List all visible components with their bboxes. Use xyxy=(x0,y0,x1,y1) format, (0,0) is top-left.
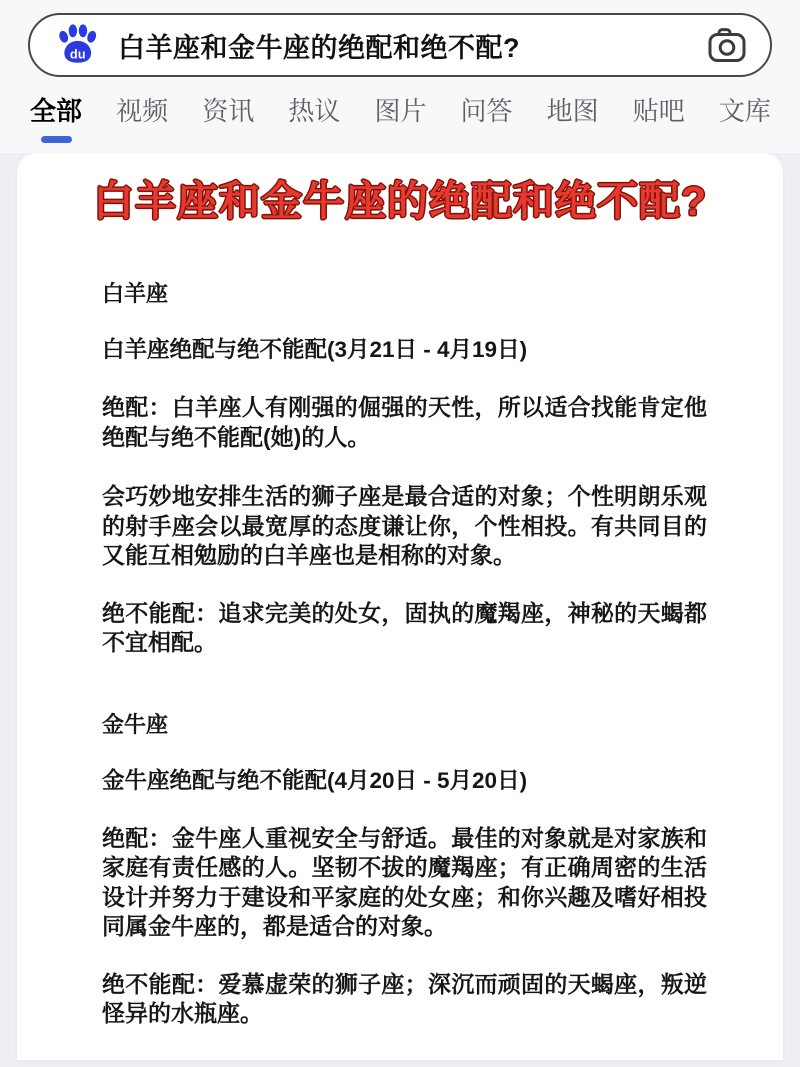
article-title: 白羊座和金牛座的绝配和绝不配? xyxy=(92,178,708,224)
tab-images[interactable] xyxy=(374,91,426,131)
tab-label: 问答 xyxy=(460,96,513,126)
section-heading-taurus: 金牛座 xyxy=(102,711,169,737)
paragraph: 绝配：金牛座人重视安全与舒适。最佳的对象就是对家族和家庭有责任感的人。坚韧不拔的魔羯座；有正确周密的生活设计并努力于建设和平家庭的处女座；和你兴趣及嗜好相投同属金牛座的，都是适合的对象。 xyxy=(102,824,707,939)
tab-video[interactable] xyxy=(116,91,168,131)
tab-maps[interactable] xyxy=(547,91,599,131)
tab-label: 贴吧 xyxy=(632,96,685,126)
tab-label: 全部 xyxy=(30,96,83,126)
tab-news[interactable] xyxy=(202,91,254,131)
search-header xyxy=(0,0,800,153)
active-tab-underline xyxy=(41,136,72,143)
tab-wenku[interactable] xyxy=(719,91,771,131)
tab-bar xyxy=(0,77,800,153)
paragraph: 绝不能配：追求完美的处女，固执的魔羯座，神秘的天蝎都不宜相配。 xyxy=(102,599,707,655)
paragraph: 绝不能配：爱慕虚荣的狮子座；深沉而顽固的天蝎座，叛逆怪异的水瓶座。 xyxy=(102,970,707,1026)
result-card[interactable] xyxy=(17,153,783,1060)
search-bar[interactable] xyxy=(28,13,772,77)
article-body xyxy=(17,279,783,1029)
paragraph: 绝配：白羊座人有刚强的倔强的天性，所以适合找能肯定他绝配与绝不能配(她)的人。 xyxy=(102,394,707,450)
results-area xyxy=(0,153,800,1060)
baidu-paw-icon[interactable] xyxy=(55,23,99,67)
tab-label: 文库 xyxy=(718,96,771,126)
tab-qa[interactable] xyxy=(461,91,513,131)
tab-label: 热议 xyxy=(288,96,341,126)
tab-label: 地图 xyxy=(546,96,599,126)
svg-text:du: du xyxy=(69,46,86,62)
tab-label: 资讯 xyxy=(202,96,255,126)
tab-label: 视频 xyxy=(116,96,169,126)
camera-icon[interactable] xyxy=(706,25,748,65)
section-subheading-aries: 白羊座绝配与绝不能配(3月21日 - 4月19日) xyxy=(102,337,528,362)
search-query[interactable]: 白羊座和金牛座的绝配和绝不配? xyxy=(118,32,520,63)
section-heading-aries: 白羊座 xyxy=(102,281,169,306)
tab-all[interactable] xyxy=(30,91,82,143)
tab-label: 图片 xyxy=(374,96,427,126)
tab-hot-discussion[interactable] xyxy=(288,91,340,131)
paragraph: 会巧妙地安排生活的狮子座是最合适的对象；个性明朗乐观的射手座会以最宽厚的态度谦让你，个性相投。有共同目的又能互相勉励的白羊座也是相称的对象。 xyxy=(102,483,707,568)
tab-tieba[interactable] xyxy=(633,91,685,131)
section-subheading-taurus: 金牛座绝配与绝不能配(4月20日 - 5月20日) xyxy=(102,767,528,793)
